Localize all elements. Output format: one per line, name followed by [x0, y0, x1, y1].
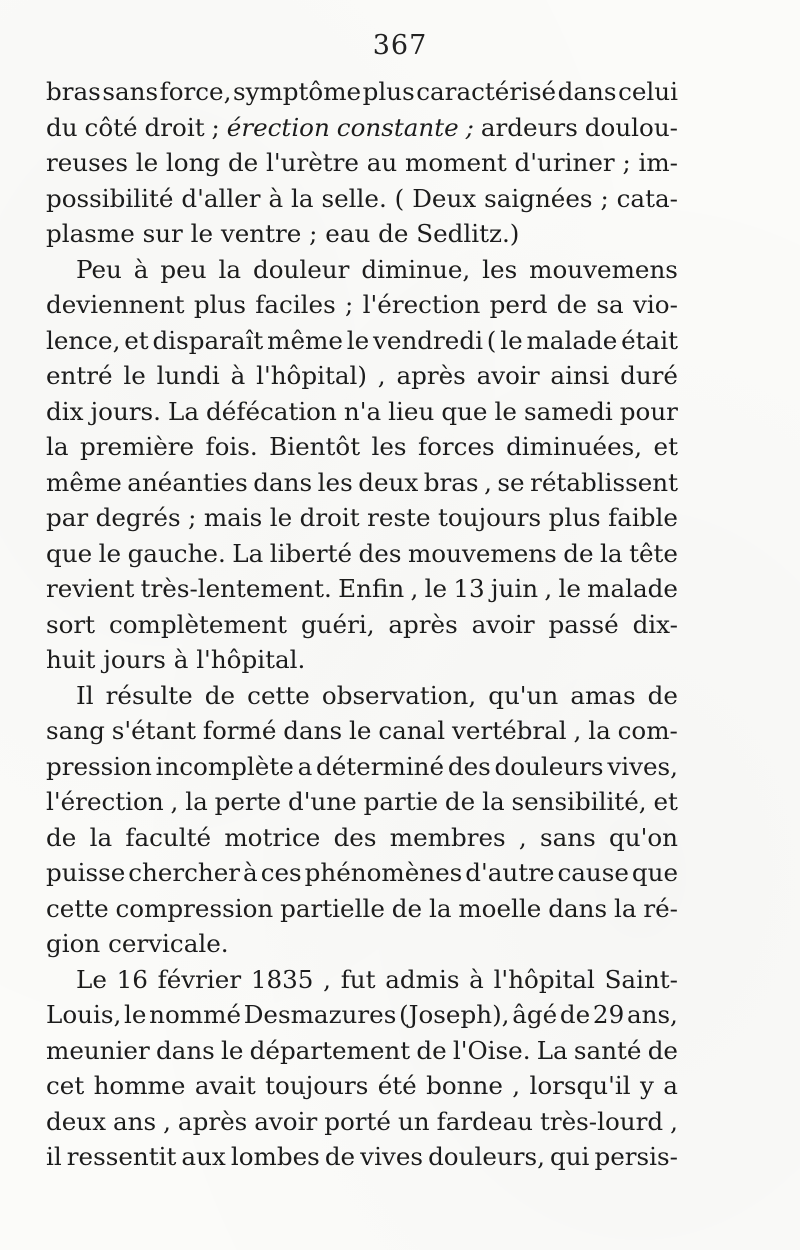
text-line: deux ans , après avoir porté un fardeau très-lourd , [46, 1106, 678, 1136]
text-line: bras sans force, symptôme plus caractérisé dans celui [46, 77, 678, 106]
text-line: l'érection , la perte d'une partie de la sensibilité, et [46, 787, 678, 816]
text-line: de la faculté motrice des membres , sans qu'on [46, 822, 678, 852]
text-line: dix jours. La défécation n'a lieu que le samedi pour [46, 396, 678, 426]
page-number: 367 [372, 30, 428, 61]
text-line: cet homme avait toujours été bonne , lorsqu'il y a [46, 1071, 678, 1100]
text-line: pression incomplète a déterminé des douleurs vives, [46, 751, 678, 781]
body-text [46, 74, 678, 1175]
text-line: Louis, le nommé Desmazures (Joseph), âgé de 29 ans, [46, 1000, 678, 1029]
text-line: cette compression partielle de la moelle dans la ré- [46, 893, 678, 923]
text-line: la première fois. Bientôt les forces diminuées, et [46, 432, 678, 461]
text-line: Le 16 février 1835 , fut admis à l'hôpital Saint- [76, 964, 678, 994]
text-line: revient très-lentement. Enfin , le 13 juin , le malade [46, 574, 678, 603]
text-line: meunier dans le département de l'Oise. La santé de [46, 1035, 678, 1065]
text-line: lence, et disparaît même le vendredi ( le malade était [46, 325, 678, 355]
text-line: que le gauche. La liberté des mouvemens de la tête [46, 538, 678, 568]
text-line: Il résulte de cette observation, qu'un amas de [76, 680, 678, 710]
text-line: deviennent plus faciles ; l'érection perd de sa vio- [46, 290, 678, 319]
text-line: sort complètement guéri, après avoir passé dix- [46, 609, 678, 639]
text-line: plasme sur le ventre ; eau de Sedlitz.) [46, 219, 520, 248]
text-line: du côté droit ; érection constante ; ardeurs doulou- [46, 112, 678, 142]
text-line: huit jours à l'hôpital. [46, 645, 306, 674]
text-line: reuses le long de l'urètre au moment d'uriner ; im- [46, 148, 678, 177]
text-line: entré le lundi à l'hôpital) , après avoir ainsi duré [46, 361, 678, 390]
text-line: gion cervicale. [46, 929, 229, 958]
text-line: il ressentit aux lombes de vives douleurs, qui persis- [46, 1142, 678, 1171]
text-line: même anéanties dans les deux bras , se rétablissent [46, 467, 678, 497]
text-line: par degrés ; mais le droit reste toujours plus faible [46, 503, 678, 532]
text-line: possibilité d'aller à la selle. ( Deux saignées ; cata- [46, 183, 678, 213]
text-line: sang s'étant formé dans le canal vertébral , la com- [46, 716, 678, 745]
text-line: Peu à peu la douleur diminue, les mouvemens [76, 254, 678, 284]
text-line: puisse chercher à ces phénomènes d'autre cause que [46, 858, 678, 887]
